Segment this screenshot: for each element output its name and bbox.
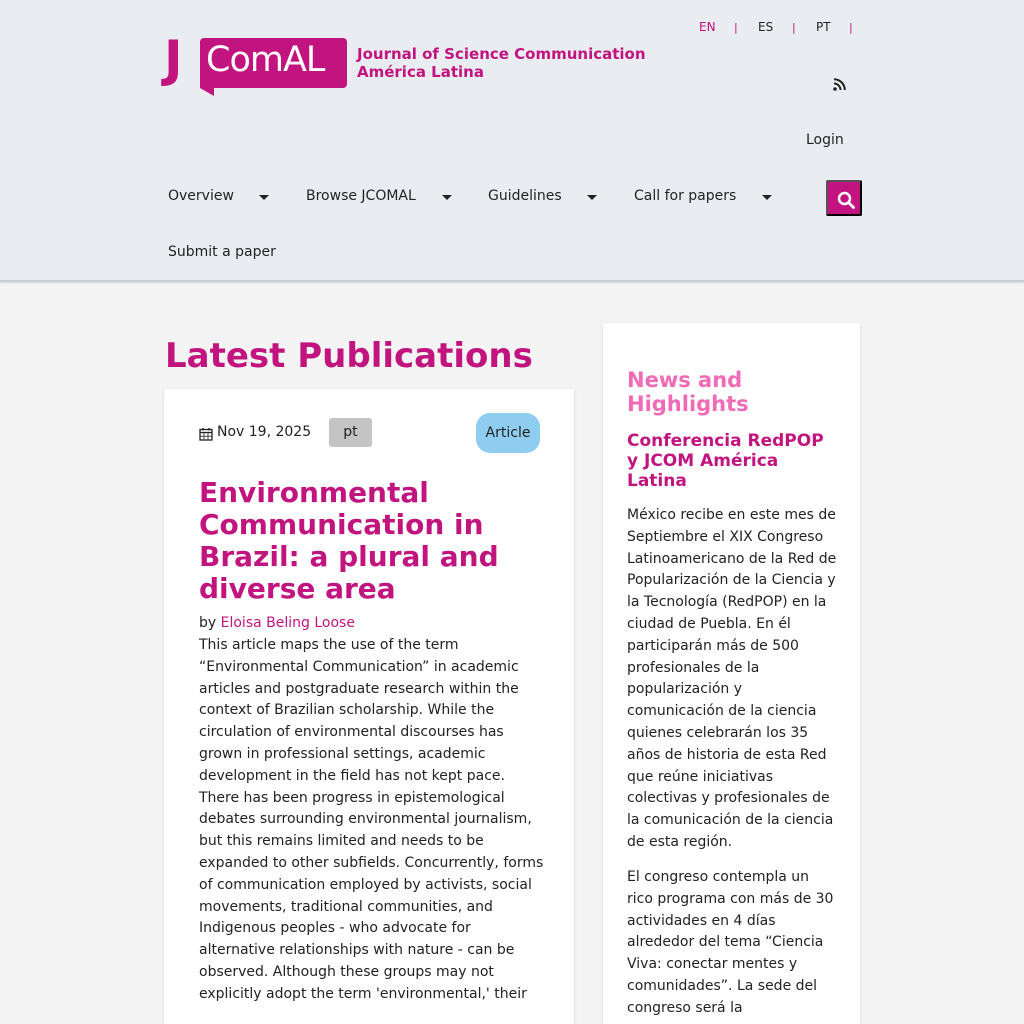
article-type-badge: Article <box>476 413 540 453</box>
nav-guidelines[interactable]: Guidelines <box>488 188 562 204</box>
lang-separator: | <box>849 21 853 34</box>
article-card <box>164 389 574 1024</box>
search-button[interactable] <box>826 180 862 216</box>
chevron-down-icon[interactable] <box>442 195 452 200</box>
nav-browse-jcomal[interactable]: Browse JCOMAL <box>306 188 416 204</box>
lang-separator: | <box>792 21 796 34</box>
login-link[interactable]: Login <box>806 132 844 148</box>
nav-overview[interactable]: Overview <box>168 188 234 204</box>
lang-separator: | <box>734 21 738 34</box>
site-logo[interactable] <box>164 30 646 94</box>
article-title[interactable]: Environmental Communication in Brazil: a plural and diverse area <box>199 476 499 605</box>
rss-icon[interactable] <box>833 76 847 90</box>
logo-j: J <box>164 30 183 88</box>
chevron-down-icon[interactable] <box>587 195 597 200</box>
nav-submit-paper[interactable]: Submit a paper <box>168 244 276 260</box>
nav-call-for-papers[interactable]: Call for papers <box>634 188 737 204</box>
chevron-down-icon[interactable] <box>259 195 269 200</box>
lang-en[interactable]: EN <box>699 20 716 34</box>
language-badge: pt <box>329 418 372 447</box>
news-paragraph: El congreso contempla un rico programa con más de 30 actividades en 4 días alrededor del tema “Ciencia Viva: conectar mentes y comunidades”. La sede del congreso será la <box>627 869 834 1016</box>
article-date: Nov 19, 2025 <box>217 424 312 440</box>
news-paragraph: México recibe en este mes de Septiembre el XIX Congreso Latinoamericano de la Red de Popularización de la Ciencia y la Tecnología (RedPOP) en la ciudad de Puebla. En él participarán más de 500 profesionales de la popularización y comunicación de la ciencia quienes celebrarán los 35 años de historia de esta Red que reúne iniciativas colectivas y profesionales de la comunicación de la ciencia de esta región. <box>627 507 837 850</box>
article-abstract: This article maps the use of the term “Environmental Communication” in academic articles and postgraduate research within the context of Brazilian scholarship. While the circulation of environmental discourses has grown in professional settings, academic development in the field has not kept pace. There has been progress in epistemological debates surrounding environmental journalism, but this remains limited and needs to be expanded to other subfields. Concurrently, forms of communication employed by activists, social movements, traditional communities, and Indigenous peoples - who advocate for alternative relationships with nature - can be observed. Although these groups may not explicitly adopt the term 'environmental,' their <box>199 637 544 1002</box>
news-item-title[interactable]: Conferencia RedPOP y JCOM América Latina <box>627 431 824 491</box>
logo-comal: ComAL <box>206 40 325 80</box>
search-icon <box>837 191 855 209</box>
lang-es[interactable]: ES <box>758 20 774 34</box>
byline-prefix: by <box>199 615 217 631</box>
calendar-icon <box>199 426 213 440</box>
site-header <box>0 0 1024 282</box>
news-sidebar <box>603 323 860 1024</box>
article-byline <box>199 615 355 631</box>
logo-tagline-1: Journal of Science Communication <box>357 45 646 63</box>
chevron-down-icon[interactable] <box>762 195 772 200</box>
sidebar-title: News and Highlights <box>627 368 749 416</box>
lang-pt[interactable]: PT <box>816 20 831 34</box>
author-link[interactable]: Eloisa Beling Loose <box>220 615 355 631</box>
logo-tagline-2: América Latina <box>357 63 484 81</box>
page-title: Latest Publications <box>165 336 533 376</box>
